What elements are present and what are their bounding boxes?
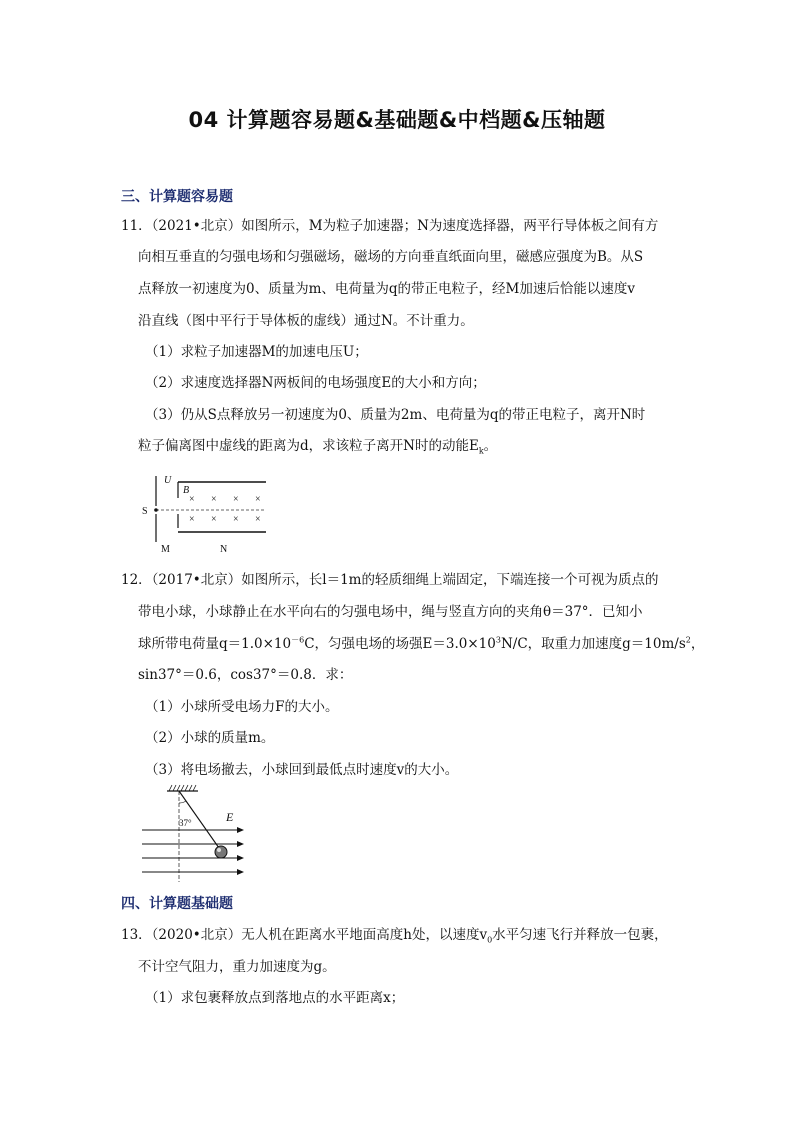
q11-part-1: （1）求粒子加速器M的加速电压U； xyxy=(145,344,368,360)
q12-l3-b: C，匀强电场的场强E＝3.0×10 xyxy=(304,636,496,652)
ball-highlight xyxy=(217,848,221,852)
q13-l1-b: 水平匀速飞行并释放一包裹， xyxy=(492,927,668,943)
q12-line-1: 12．（2017•北京）如图所示，长l＝1m的轻质细绳上端固定，下端连接一个可视为质点的 xyxy=(121,572,659,588)
q11-line-3: 点释放一初速度为0、质量为m、电荷量为q的带正电粒子，经M加速后恰能以速度v xyxy=(138,281,635,297)
charged-ball xyxy=(215,846,227,858)
q12-l3-c: N/C，取重力加速度g＝10m/s xyxy=(500,636,686,652)
point-s xyxy=(154,508,158,512)
label-s: S xyxy=(142,506,148,517)
cross: × xyxy=(211,494,217,505)
pendulum-field-figure xyxy=(140,784,260,884)
cross: × xyxy=(233,494,239,505)
q13-l1-sub: 0 xyxy=(487,935,493,945)
cross: × xyxy=(211,514,217,525)
q12-line-4: sin37°＝0.6，cos37°＝0.8．求： xyxy=(138,667,353,683)
label-u: U xyxy=(164,475,172,486)
label-b: B xyxy=(183,485,190,496)
q11-p3b-text: 粒子偏离图中虚线的距离为d，求该粒子离开N时的动能E xyxy=(138,438,479,454)
cross: × xyxy=(189,494,195,505)
angle-label: 37° xyxy=(179,818,192,828)
field-arrowheads xyxy=(237,827,244,875)
q13-line-2: 不计空气阻力，重力加速度为g。 xyxy=(138,959,336,975)
q11-part-3: （3）仍从S点释放另一初速度为0、质量为2m、电荷量为q的带正电粒子，离开N时 xyxy=(145,407,646,423)
label-m: M xyxy=(161,544,170,555)
q12-line-2: 带电小球，小球静止在水平向右的匀强电场中，绳与竖直方向的夹角θ＝37°．已知小 xyxy=(138,604,643,620)
q13-part-1: （1）求包裹释放点到落地点的水平距离x； xyxy=(145,990,405,1006)
q11-line-1: 11．（2021•北京）如图所示，M为粒子加速器；N为速度选择器，两平行导体板之间有方 xyxy=(121,218,659,234)
section-heading-basic: 四、计算题基础题 xyxy=(121,896,233,912)
q12-part-3: （3）将电场撤去，小球回到最低点时速度v的大小。 xyxy=(145,762,459,778)
q12-l3-d: ， xyxy=(690,636,705,652)
cross: × xyxy=(255,494,261,505)
section-heading-easy: 三、计算题容易题 xyxy=(121,189,233,205)
field-label-e: E xyxy=(226,810,234,824)
q11-line-2: 向相互垂直的匀强电场和匀强磁场，磁场的方向垂直纸面向里，磁感应强度为B。从S xyxy=(138,249,644,265)
cross: × xyxy=(233,514,239,525)
q11-part-3-cont xyxy=(138,436,497,456)
cross: × xyxy=(189,514,195,525)
q13-l1-a: 13．（2020•北京）无人机在距离水平地面高度h处，以速度v xyxy=(121,927,488,943)
q12-line-3 xyxy=(138,634,704,654)
q12-part-1: （1）小球所受电场力F的大小。 xyxy=(145,699,339,715)
accelerator-selector-figure xyxy=(138,470,273,556)
angle-arc xyxy=(179,801,186,803)
q13-line-1 xyxy=(121,925,668,945)
q12-l3-sup1: －6 xyxy=(291,635,305,645)
q11-p3b-sub: k xyxy=(478,446,484,456)
q12-l3-a: 球所带电荷量q＝1.0×10 xyxy=(138,636,292,652)
page-title: 04 计算题容易题&基础题&中档题&压轴题 xyxy=(188,108,606,132)
q11-p3b-end: 。 xyxy=(483,438,498,454)
q11-line-4: 沿直线（图中平行于导体板的虚线）通过N。不计重力。 xyxy=(138,313,474,329)
q12-l3-sup2: 3 xyxy=(495,635,501,645)
q12-l3-sup3: 2 xyxy=(685,635,691,645)
label-n: N xyxy=(220,544,228,555)
ceiling-hatch xyxy=(169,785,196,791)
cross: × xyxy=(255,514,261,525)
q12-part-2: （2）小球的质量m。 xyxy=(145,730,275,746)
q11-part-2: （2）求速度选择器N两板间的电场强度E的大小和方向； xyxy=(145,375,486,391)
magnetic-field-crosses xyxy=(189,494,261,525)
